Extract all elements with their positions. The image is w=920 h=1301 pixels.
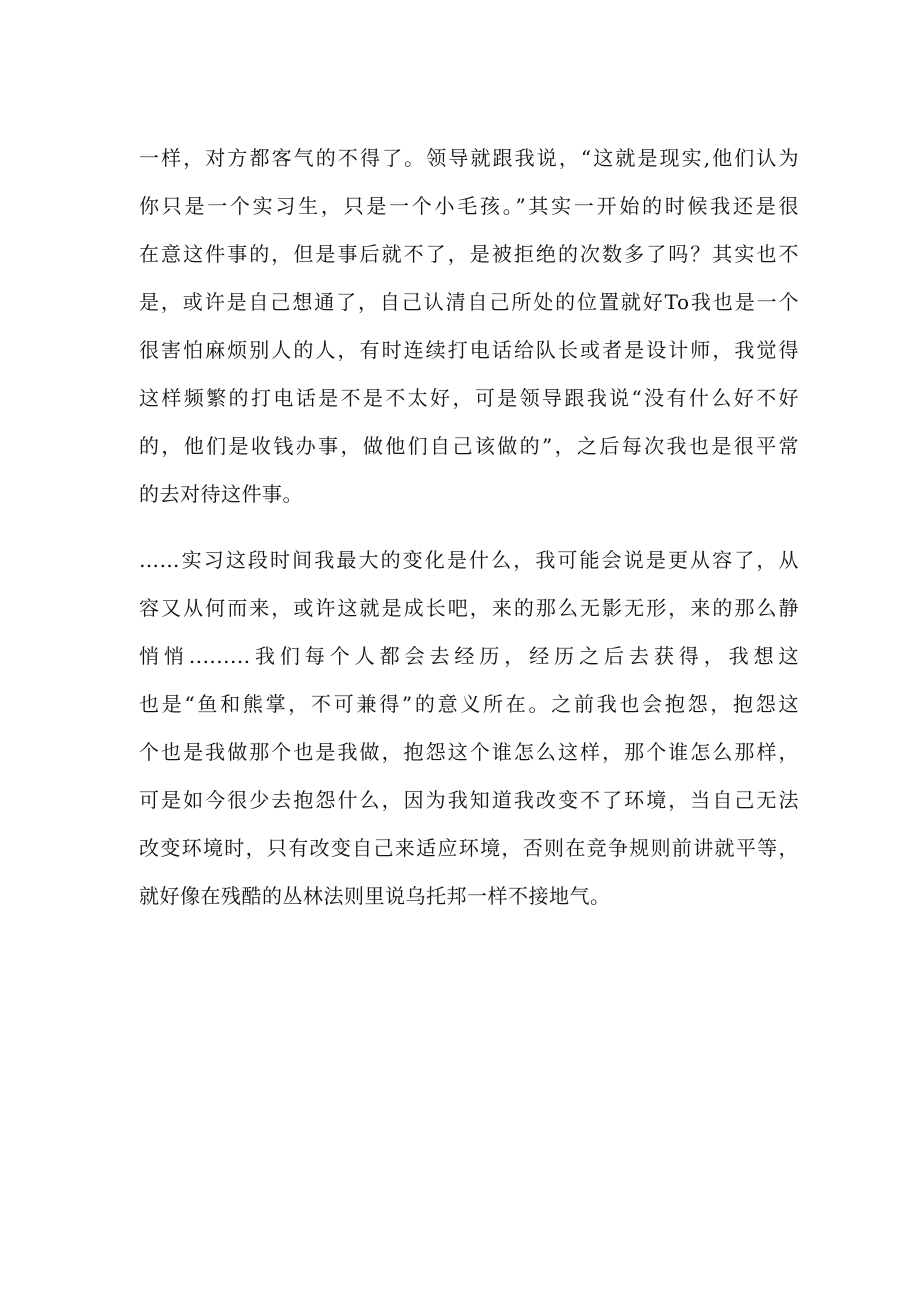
paragraph-line: 的，他们是收钱办事，做他们自己该做的”，之后每次我也是很平常 (139, 434, 799, 458)
paragraph-line: 你只是一个实习生，只是一个小毛孩。”其实一开始的时候我还是很 (139, 194, 799, 218)
paragraph-line: 可是如今很少去抱怨什么，因为我知道我改变不了环境，当自己无法 (139, 788, 799, 812)
paragraph-line: 在意这件事的，但是事后就不了，是被拒绝的次数多了吗？其实也不 (139, 242, 799, 266)
paragraph-line: 是，或许是自己想通了，自己认清自己所处的位置就好To我也是一个 (139, 290, 799, 314)
paragraph-line: 容又从何而来，或许这就是成长吧，来的那么无影无形，来的那么静 (139, 596, 799, 620)
paragraph-1 (139, 134, 799, 518)
paragraph-line: 一样，对方都客气的不得了。领导就跟我说，“这就是现实,他们认为 (139, 146, 799, 170)
paragraph-line: 悄悄.........我们每个人都会去经历，经历之后去获得，我想这 (139, 644, 799, 668)
paragraph-line: 的去对待这件事。 (139, 482, 303, 506)
paragraph-line: 就好像在残酷的丛林法则里说乌托邦一样不接地气。 (139, 884, 611, 908)
paragraph-line: ……实习这段时间我最大的变化是什么，我可能会说是更从容了，从 (139, 548, 799, 572)
paragraph-line: 也是“鱼和熊掌，不可兼得”的意义所在。之前我也会抱怨，抱怨这 (139, 692, 799, 716)
paragraph-line: 个也是我做那个也是我做，抱怨这个谁怎么这样，那个谁怎么那样， (139, 740, 799, 764)
paragraph-line: 很害怕麻烦别人的人，有时连续打电话给队长或者是设计师，我觉得 (139, 338, 799, 362)
paragraph-2 (139, 536, 799, 920)
paragraph-line: 这样频繁的打电话是不是不太好，可是领导跟我说“没有什么好不好 (139, 386, 799, 410)
paragraph-line: 改变环境时，只有改变自己来适应环境，否则在竞争规则前讲就平等， (139, 836, 799, 860)
